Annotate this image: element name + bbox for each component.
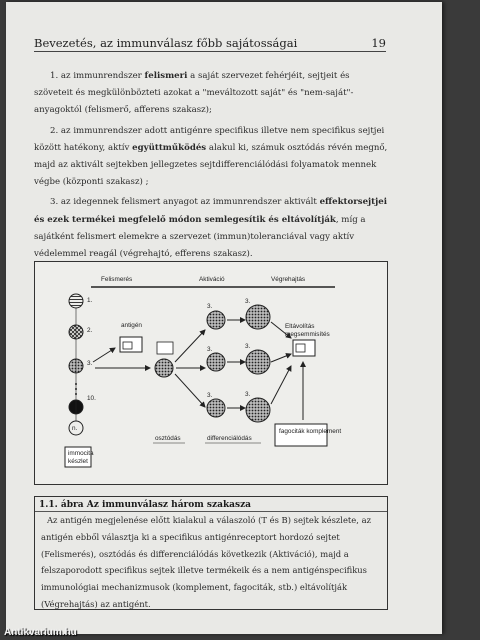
figure-diagram — [35, 262, 387, 484]
division-label: osztódás — [155, 435, 181, 442]
svg-text:2.: 2. — [87, 327, 93, 334]
paragraph-1: 1. az immunrendszer felismeri a saját szervezet fehérjéit, sejtjeit és szöveteit és megkülönbözteti azokat a "meváltozott saját" és "nem-saját"- anyagoktól (felismerő, afferens szakasz); — [34, 71, 354, 116]
caption-text: Az antigén megjelenése előtt kialakul a válaszoló (T és B) sejtek készlete, az antigén ebből választja ki a specifikus antigénreceptort hordozó sejtet (Felismerés), osztódás és differenciálódás következik (Aktiváció), majd a felszaporodott specifikus sejtek illetve termékeik és a nem antigénspecifikus immunológiai mechanizmusok (komplement, fagociták, stb.) eltávolítják (Végrehajtás) az antigént. — [41, 515, 371, 609]
page-number: 19 — [371, 36, 386, 50]
svg-text:3.: 3. — [245, 343, 251, 350]
repertoire-label: immocita készlet — [68, 450, 94, 465]
complement-label: fagociták komplement — [279, 428, 342, 435]
caption-title: 1.1. ábra Az immunválasz három szakasza — [35, 497, 387, 512]
book-page — [6, 2, 442, 634]
stage-label-effector: Végrehajtás — [271, 276, 306, 283]
differentiation-label: differenciálódás — [207, 435, 252, 442]
activated-cell-icon — [155, 359, 173, 377]
paragraph-3: 3. az idegennek felismert anyagot az immunrendszer aktivált effektorsejtjei és ezek termékei megfelelő módon semlegesítik és eltávolítják, míg a sajátként felismert elemekre a szervezet (immun)toleranciával vagy aktív védelemmel reagál (végrehajtó, efferens szakasz). — [34, 197, 387, 260]
immune-response-figure — [34, 261, 388, 485]
svg-text:3.: 3. — [207, 392, 213, 399]
stage-label-activation: Aktiváció — [199, 276, 225, 283]
svg-text:3.: 3. — [245, 391, 251, 398]
svg-text:10.: 10. — [87, 395, 96, 402]
watermark: Antikvarium.hu — [4, 627, 77, 638]
paragraph-2: 2. az immunrendszer adott antigénre specifikus illetve nem specifikus sejtjei között hatékony, aktív együttműködés alakul ki, számuk osztódás révén megnő, majd az aktivált sejtekben jellegzetes sejtdifferenciálódási folyamatok mennek végbe (központi szakasz) ; — [34, 125, 388, 188]
body-text — [34, 68, 388, 266]
svg-text:n.: n. — [72, 425, 78, 432]
svg-text:3.: 3. — [87, 360, 93, 367]
cell-1-icon — [69, 294, 83, 308]
antigen-label: antigén — [121, 322, 142, 329]
stage-label-recognition: Felismerés — [101, 276, 133, 283]
figure-caption — [34, 496, 388, 610]
chapter-title: Bevezetés, az immunválasz főbb sajátosságai — [34, 36, 298, 50]
svg-text:1.: 1. — [87, 297, 93, 304]
svg-text:3.: 3. — [207, 303, 213, 310]
elimination-label: Eltávolítás megsemmisítés — [285, 323, 330, 338]
svg-text:3.: 3. — [207, 346, 213, 353]
page-header — [34, 36, 386, 52]
svg-text:3.: 3. — [245, 298, 251, 305]
